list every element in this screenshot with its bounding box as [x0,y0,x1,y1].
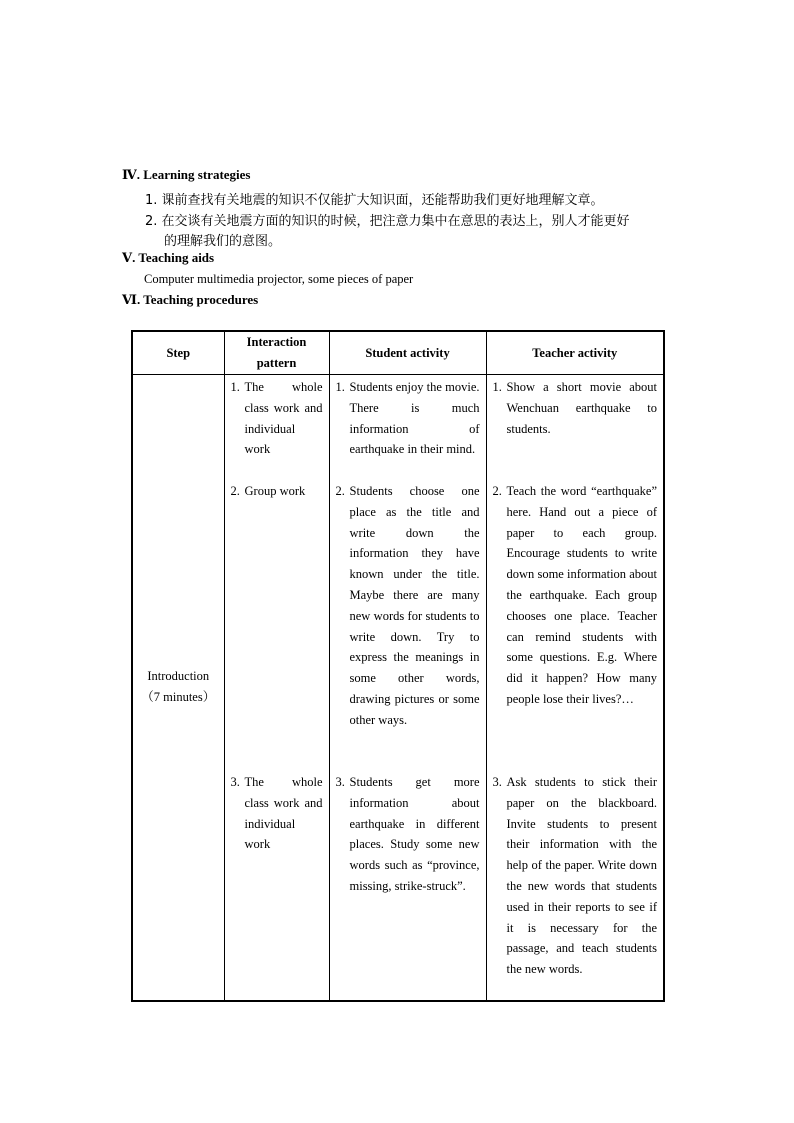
student-item-2 [336,481,480,731]
teaching-aids-text: Computer multimedia projector, some pieces of paper [144,272,414,286]
student-item-2-text: Students choose one place as the title and write down the information they have known under the title. Maybe there are many new words for students to write down. Try to express the meanings in some other words, drawing pictures or some other ways. [349,484,480,727]
step-duration: （7 minutes） [141,690,216,705]
header-interaction-line2: pattern [256,356,297,370]
interaction-item-2-num: 2. [230,484,240,498]
teacher-item-2-num: 2. [492,484,502,498]
learning-item-2-num: 2. [145,214,158,229]
learning-item-1-num: 1. [145,193,158,208]
interaction-item-2-text: Group work [244,484,306,498]
teacher-activity-cell [486,375,664,1001]
student-item-3-num: 3. [335,775,345,789]
header-interaction [224,331,329,375]
interaction-item-1-text: The whole class work and individual work [244,380,323,457]
teacher-item-3 [493,772,658,980]
learning-strategies-heading: Ⅳ. Learning strategies [122,167,251,182]
learning-item-2 [145,210,630,229]
student-item-3-text: Students get more information about earthquake in different places. Study some new words such as “province, missing, strike-struck”. [349,775,480,893]
student-item-3 [336,772,480,897]
interaction-item-1 [231,377,323,460]
teacher-item-3-text: Ask students to stick their paper on the blackboard. Invite students to present their information with the help of the paper. Write down the new words that students used in their reports to see if it is necessary for the passage, and teach students the new words. [506,775,657,977]
header-teacher: Teacher activity [486,331,664,375]
interaction-item-1-num: 1. [230,380,240,394]
teacher-item-1-text: Show a short movie about Wenchuan earthquake to students. [506,380,657,436]
student-item-2-num: 2. [335,484,345,498]
procedures-table [131,330,665,1002]
student-item-1-text: Students enjoy the movie. There is much information of earthquake in their mind. [349,380,480,457]
teaching-procedures-heading: Ⅵ. Teaching procedures [122,292,259,307]
step-cell [132,375,224,1001]
header-student: Student activity [329,331,486,375]
teacher-item-2-text: Teach the word “earthquake” here. Hand out a piece of paper to each group. Encourage students to write down some information about the earthquake. Each group chooses one place. Teacher can remind students with some questions. E.g. Where did it happen? How many people lose their lives?… [506,484,657,706]
teacher-item-3-num: 3. [492,775,502,789]
table-header-row [132,331,664,375]
student-item-1 [336,377,480,460]
student-item-1-num: 1. [335,380,345,394]
interaction-item-3 [231,772,323,855]
learning-item-3-text: 的理解我们的意图。 [164,234,282,249]
interaction-item-3-num: 3. [230,775,240,789]
interaction-item-2 [231,481,323,502]
learning-item-1 [145,189,604,208]
teaching-aids-heading: Ⅴ. Teaching aids [122,250,215,265]
step-name: Introduction [147,669,210,684]
learning-item-2-text: 在交谈有关地震方面的知识的时候，把注意力集中在意思的表达上，别人才能更好 [161,214,630,229]
teacher-item-1-num: 1. [492,380,502,394]
student-activity-cell [329,375,486,1001]
teacher-item-1 [493,377,658,439]
learning-item-2-continuation [164,230,281,249]
interaction-cell [224,375,329,1001]
interaction-item-3-text: The whole class work and individual work [244,775,323,852]
learning-item-1-text: 课前查找有关地震的知识不仅能扩大知识面，还能帮助我们更好地理解文章。 [161,193,604,208]
header-interaction-line1: Interaction [246,335,307,349]
header-step: Step [132,331,224,375]
teacher-item-2 [493,481,658,710]
table-row [132,375,664,1001]
